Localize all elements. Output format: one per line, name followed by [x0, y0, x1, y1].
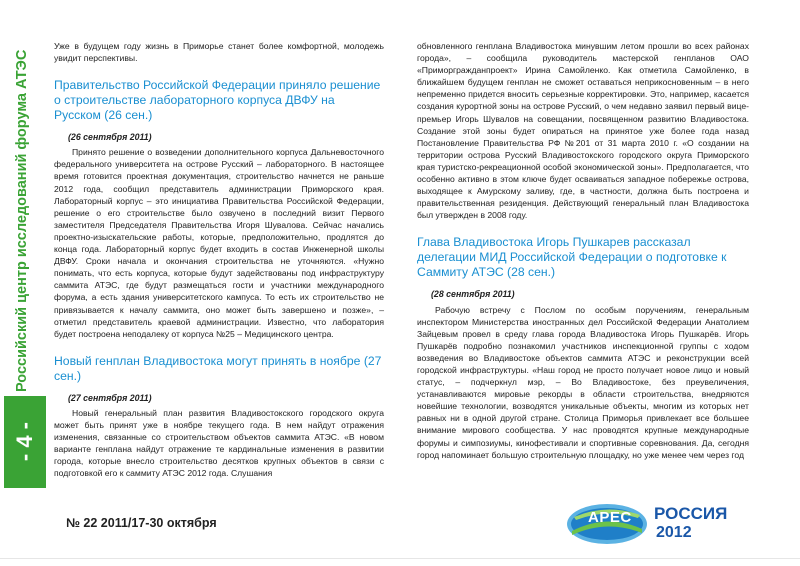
article-date-2: (27 сентября 2011): [68, 392, 152, 403]
article-date-1: (26 сентября 2011): [68, 132, 152, 143]
article-headline-3: Глава Владивостока Игорь Пушкарев рассказал делегации МИД Российской Федерации о подготовке к Саммиту АТЭС (28 сен.): [417, 235, 727, 280]
sidebar-title: Российский центр исследований форума АТЭС: [14, 49, 30, 393]
issue-label: № 22 2011/17-30 октября: [66, 516, 217, 530]
bottom-divider: [0, 558, 800, 559]
intro-text: Уже в будущем году жизнь в Приморье станет более комфортной, молодежь увидит перспективы.: [54, 41, 384, 64]
apec-logo-text: APEC: [588, 509, 632, 526]
page-number-box: [4, 396, 46, 488]
year-label: 2012: [656, 524, 692, 541]
article-headline-1: Правительство Российской Федерации приняло решение о строительстве лабораторного корпуса ДВФУ на Русском (26 сен.): [54, 78, 381, 123]
article-body-2: Новый генеральный план развития Владивостокского городского округа может быть принят уже в ноябре текущего года. В нем найдут отражения изменения, связанные со строительством объектов саммита АТЭС. «В новом варианте генплана найдут отражение те кардинальные изменения в развитии города, которые внесло строительство десятков крупных объектов в связи с подготовкой его к саммиту АТЭС 2012 года. Слушания: [54, 407, 384, 479]
sidebar: [0, 0, 46, 566]
article-body-1: Принято решение о возведении дополнительного корпуса Дальневосточного федерального университета на острове Русский – лабораторного. В настоящее время готовится проектная документация, строительство начнется не раньше 2012 года, сообщил представитель администрации Приморского края. Лабораторный корпус – это инициатива Правительства Российской Федерации, решение о его строительстве было озвучено в последний визит Первого заместителя Председателя Правительства Игоря Шувалова. Сейчас начались проектно-изыскательские работы, которые, предположительно, продлятся до конца года. Лабораторный корпус будет входить в состав Инженерной школы ДВФУ. Сроки начала и окончания строительства не уточняются. «Нужно понимать, что есть корпуса, которые будут задействованы под инфраструктуру саммита АТЭС, где будут размещаться гости и участники международного форума, а есть здания университетского кампуса. То есть их строительство не привязывается к началу саммита, оно может быть завершено и позже», – отметил представитель краевой администрации. Известно, что лаборатория будет построена неподалеку от корпуса №25 – Медицинского центра.: [54, 147, 384, 339]
country-label: РОССИЯ: [654, 504, 728, 523]
left-column: [54, 40, 384, 479]
continuation-text: обновленного генплана Владивостока минувшим летом прошли во всех районах города», – сообщила руководитель мастерской генпланов ОАО «Приморгражданпроект» Ирина Самойленко. Как отметила Самойленко, в ближайшем будущем генплан не сможет оставаться неприкосновенным – в него непременно придется вносить серьезные корректировки. Это, например, касается создания курортной зоны на острове Русский, о чем недавно заявил первый вице-премьер Игорь Шувалов на совещании, посвященном развитию Владивостока. Создание этой зоны будет опираться на принятое уже более года назад Постановление Правительства РФ №201 от 31 марта 2010 г. «О создании на территории острова Русский Владивостокского городского округа Приморского края туристско-рекреационной особой экономической зоны». Предполагается, что особенно активно в этом ключе будет осваиваться западное побережье острова, выходящее к Амурскому заливу, где, в частности, должна быть построена и правительственная резиденция. Действующий генеральный план Владивостока был утвержден в 2008 году.: [417, 41, 749, 221]
article-body-3: Рабочую встречу с Послом по особым поручениям, генеральным инспектором Министерства иностранных дел Российской Федерации Анатолием Зайцевым провел в среду глава города Владивостока Игорь Пушкарёв. Игорь Пушкарёв подробно познакомил участников инспекционной группы с ходом возведения во Владивостоке объектов саммита АТЭС и реконструкции всей городской инфраструктуры. «Наш город не просто получает новое лицо и новый статус, – подчеркнул мэр, – Во Владивостоке, без преувеличения, устанавливаются мировые рекорды в области строительства, внедряются новейшие технологии, возводятся уникальные объекты, многим из которых нет равных ни в одной другой стране. Столица Приморья привлекает все большее внимание мирового сообщества. У нас проводятся крупные международные форумы и симпозиумы, кинофестивали и спортивные соревнования. Да, сегодня город напоминает большую строительную площадку, но уже менее чем через год: [417, 304, 749, 460]
right-column: [417, 40, 749, 461]
page-number: - 4 -: [12, 422, 37, 462]
article-date-3: (28 сентября 2011): [431, 289, 515, 300]
article-headline-2: Новый генплан Владивостока могут принять в ноябре (27 сен.): [54, 353, 382, 383]
